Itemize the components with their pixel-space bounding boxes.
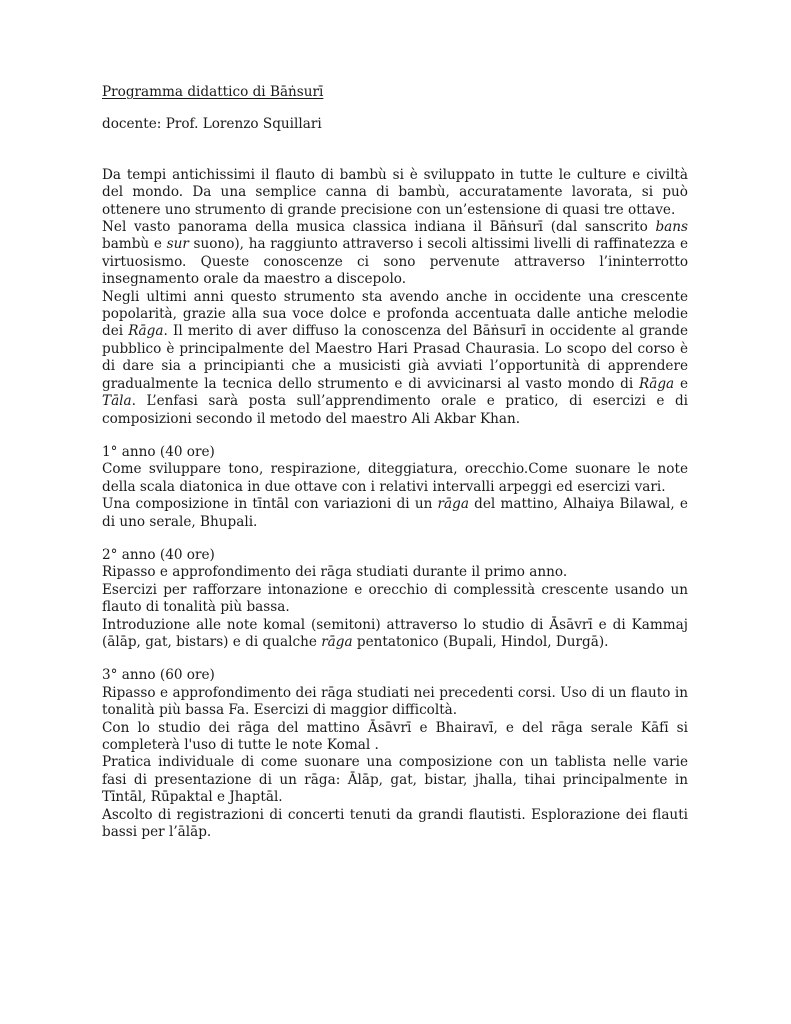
text-segment: del mattino, Alhaiya Bilawal, e di uno serale, Bhupali. bbox=[102, 496, 688, 530]
text-segment: suono), ha raggiunto attraverso i secoli altissimi livelli di raffinatezza e virtuosismo. Queste conoscenze ci sono pervenute attraverso l’ininterrotto insegnamento orale da maestro a discepolo. bbox=[102, 236, 688, 288]
year-paragraph bbox=[102, 496, 688, 531]
year-paragraph bbox=[102, 807, 688, 842]
document-page bbox=[102, 84, 688, 841]
text-segment: Ripasso e approfondimento dei rāga studiati nei precedenti corsi. Uso di un flauto in tonalità più bassa Fa. Esercizi di maggior difficoltà. bbox=[102, 684, 688, 719]
intro-section bbox=[102, 167, 688, 428]
intro-paragraph bbox=[102, 219, 688, 289]
year-paragraph bbox=[102, 617, 688, 652]
year-paragraph bbox=[102, 564, 688, 581]
year-paragraph bbox=[102, 461, 688, 496]
text-segment: Introduzione alle note komal (semitoni) attraverso lo studio di Āsāvrī e di Kammaj (ālāp, gat, bistars) e di qualche bbox=[102, 616, 688, 650]
year-section bbox=[102, 667, 688, 841]
text-segment: Una composizione in tīntāl con variazioni di un bbox=[102, 496, 438, 513]
year-paragraph bbox=[102, 685, 688, 720]
document-title: Programma didattico di Bāṅsurī bbox=[102, 84, 324, 100]
text-segment: e bbox=[674, 375, 688, 392]
italic-term: Rāga bbox=[639, 375, 675, 392]
year-section bbox=[102, 547, 688, 651]
text-segment: Ripasso e approfondimento dei rāga studiati durante il primo anno. bbox=[102, 564, 568, 581]
text-segment: bambù e bbox=[102, 236, 167, 253]
italic-term: rāga bbox=[437, 496, 469, 513]
text-segment: Nel vasto panorama della musica classica indiana il Bāṅsurī (dal sanscrito bbox=[102, 219, 656, 236]
year-heading: 1° anno (40 ore) bbox=[102, 443, 215, 460]
text-segment: Pratica individuale di come suonare una composizione con un tablista nelle varie fasi di presentazione di un rāga: Ālāp, gat, bistar, jhalla, tihai principalmente in Tīntāl, Rūpaktal e Jhaptāl. bbox=[102, 754, 688, 806]
intro-paragraph bbox=[102, 289, 688, 428]
teacher-line: docente: Prof. Lorenzo Squillari bbox=[102, 116, 322, 133]
year-paragraph bbox=[102, 720, 688, 755]
text-segment: pentatonico (Bupali, Hindol, Durgā). bbox=[352, 633, 609, 650]
text-segment: . Il merito di aver diffuso la conoscenza del Bāṅsurī in occidente al grande pubblico è principalmente del Maestro Hari Prasad Chaurasia. Lo scopo del corso è di dare sia a principianti che a musicisti già avviati l’opportunità di apprendere gradualmente la tecnica dello strumento e di avvicinarsi al vasto mondo di bbox=[102, 323, 688, 392]
italic-term: Rāga bbox=[128, 323, 164, 340]
italic-term: Tāla bbox=[102, 393, 132, 410]
text-segment: Da tempi antichissimi il flauto di bambù si è sviluppato in tutte le culture e civiltà del mondo. Da una semplice canna di bambù, accuratamente lavorata, si può ottenere uno strumento di grande precisione con un’estensione di quasi tre ottave. bbox=[102, 166, 688, 218]
year-heading: 3° anno (60 ore) bbox=[102, 667, 215, 684]
year-heading: 2° anno (40 ore) bbox=[102, 546, 215, 563]
text-segment: . L’enfasi sarà posta sull’apprendimento orale e pratico, di esercizi e di composizioni secondo il metodo del maestro Ali Akbar Khan. bbox=[102, 393, 688, 427]
years-section bbox=[102, 444, 688, 842]
italic-term: sur bbox=[166, 236, 189, 253]
text-segment: Come sviluppare tono, respirazione, diteggiatura, orecchio.Come suonare le note della scala diatonica in due ottave con i relativi intervalli arpeggi ed esercizi vari. bbox=[102, 461, 688, 495]
year-section bbox=[102, 444, 688, 531]
year-paragraph bbox=[102, 582, 688, 617]
intro-paragraph bbox=[102, 167, 688, 219]
text-segment: Esercizi per rafforzare intonazione e orecchio di complessità crescente usando un flauto di tonalità più bassa. bbox=[102, 581, 688, 616]
text-segment: Negli ultimi anni questo strumento sta avendo anche in occidente una crescente popolarità, grazie alla sua voce dolce e profonda accentuata dalle antiche melodie dei bbox=[102, 288, 688, 340]
text-segment: Ascolto di registrazioni di concerti tenuti da grandi flautisti. Esplorazione dei flauti bassi per l’ālāp. bbox=[102, 806, 688, 841]
year-paragraph bbox=[102, 754, 688, 806]
italic-term: bans bbox=[655, 219, 688, 236]
text-segment: Con lo studio dei rāga del mattino Āsāvrī e Bhairavī, e del rāga serale Kāfī si completerà l'uso di tutte le note Komal . bbox=[102, 719, 688, 753]
italic-term: rāga bbox=[321, 633, 353, 650]
